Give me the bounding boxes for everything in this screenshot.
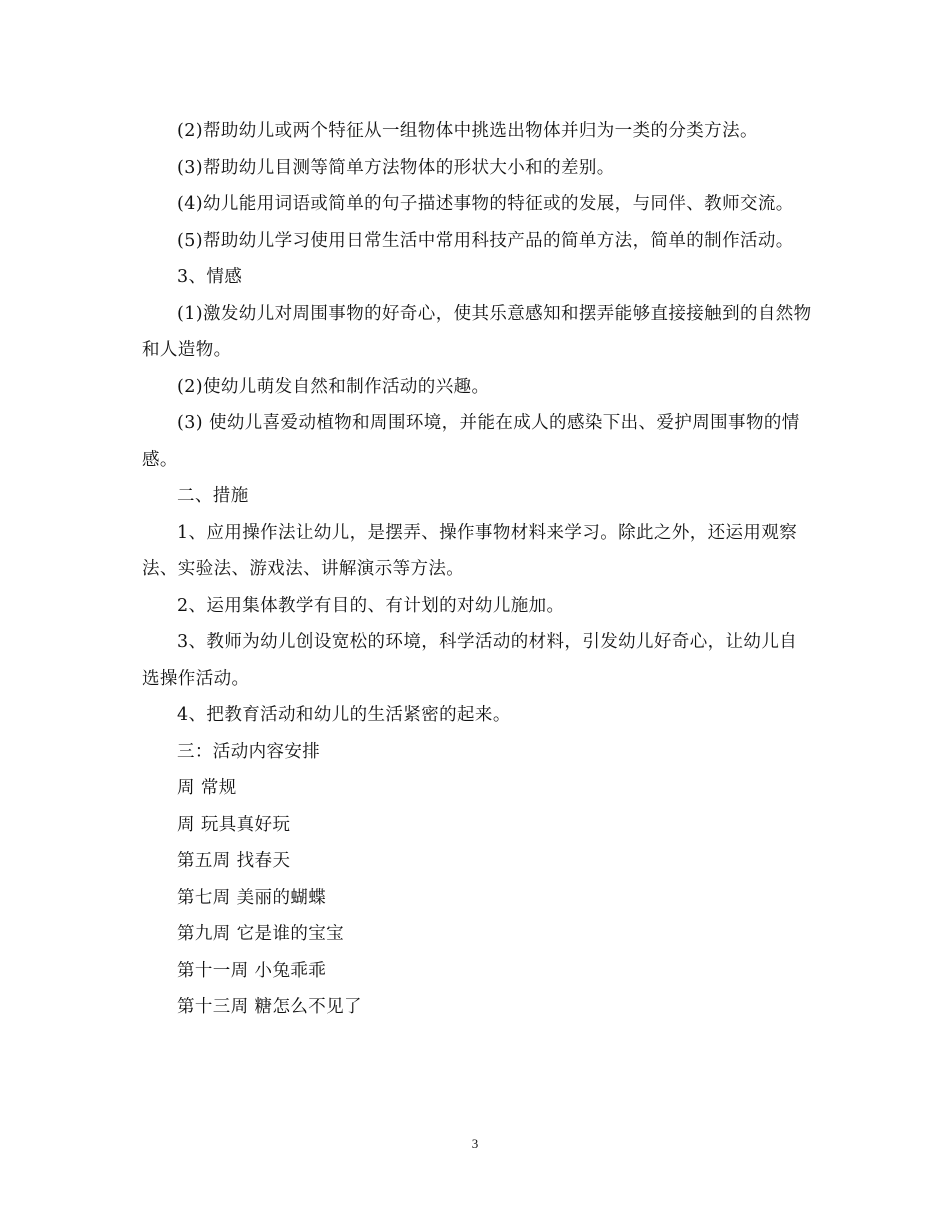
section-heading: 二、措施 (177, 486, 249, 506)
schedule-item: 第七周 美丽的蝴蝶 (177, 887, 327, 908)
paragraph: (2)使幼儿萌发自然和制作活动的兴趣。 (177, 376, 490, 397)
paragraph: 1、应用操作法让幼儿，是摆弄、操作事物材料来学习。除此之外，还运用观察法、实验法、游戏法、讲解演示等方法。 (142, 522, 798, 579)
section-heading: 3、情感 (177, 267, 243, 287)
paragraph: (5)帮助幼儿学习使用日常生活中常用科技产品的简单方法，简单的制作活动。 (177, 230, 794, 251)
paragraph: 4、把教育活动和幼儿的生活紧密的起来。 (177, 705, 511, 725)
schedule-item: 第十一周 小兔乖乖 (177, 960, 327, 981)
document-body (142, 113, 812, 1026)
schedule-item: 第九周 它是谁的宝宝 (177, 924, 345, 944)
paragraph: (4)幼儿能用词语或简单的句子描述事物的特征或的发展，与同伴、教师交流。 (177, 194, 794, 214)
page-number: 3 (471, 1136, 479, 1151)
section-heading: 三：活动内容安排 (177, 741, 321, 762)
schedule-item: 周 常规 (177, 778, 237, 798)
schedule-item: 周 玩具真好玩 (177, 814, 291, 835)
paragraph: (2)帮助幼儿或两个特征从一组物体中挑选出物体并归为一类的分类方法。 (177, 121, 758, 141)
paragraph: (1)激发幼儿对周围事物的好奇心，使其乐意感知和摆弄能够直接接触到的自然物和人造物。 (142, 303, 812, 360)
paragraph: 2、运用集体教学有目的、有计划的对幼儿施加。 (177, 595, 565, 616)
schedule-item: 第五周 找春天 (177, 851, 291, 871)
paragraph: (3)帮助幼儿目测等简单方法物体的形状大小和的差别。 (177, 157, 615, 178)
paragraph: 3、教师为幼儿创设宽松的环境，科学活动的材料，引发幼儿好奇心，让幼儿自选操作活动。 (142, 632, 798, 689)
schedule-item: 第十三周 糖怎么不见了 (177, 997, 362, 1017)
paragraph: (3) 使幼儿喜爱动植物和周围环境，并能在成人的感染下出、爱护周围事物的情感。 (142, 413, 800, 470)
